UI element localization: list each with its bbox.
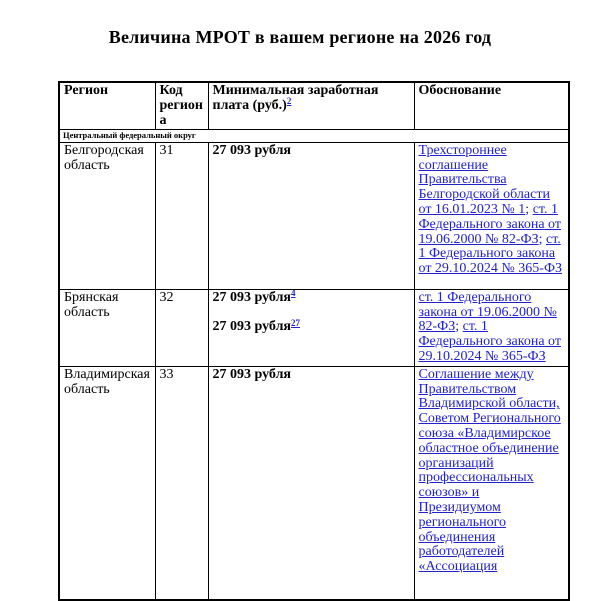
page-title: Величина МРОТ в вашем регионе на 2026 год bbox=[108, 27, 492, 47]
footnote-link-4[interactable]: 4 bbox=[291, 289, 296, 299]
wage-amount: 27 093 рубля bbox=[212, 319, 291, 335]
justification-link[interactable]: Соглашение между Правительством Владимирской области, Советом Регионального союза «Владимирское областное объединение организаций профессиональных союзов» и Президиумом регионального объединения работодателей «Ассоциация bbox=[418, 366, 561, 575]
table-header-row bbox=[59, 82, 569, 130]
footnote-marker-2 bbox=[287, 96, 292, 106]
justification-link[interactable]: Трехстороннее соглашение Правительства Белгородской области от 16.01.2023 № 1 bbox=[418, 142, 550, 218]
justification-link[interactable]: ст. 1 Федерального закона от 29.10.2024 № 365-ФЗ bbox=[418, 319, 561, 365]
justification-cell bbox=[414, 289, 569, 366]
col-header-min-wage bbox=[208, 82, 414, 130]
link-separator: ; bbox=[525, 202, 533, 218]
region-code-cell: 31 bbox=[155, 142, 208, 289]
wage-cell bbox=[208, 142, 414, 289]
mrot-table-container bbox=[58, 81, 570, 601]
wage-amount: 27 093 рубля bbox=[212, 142, 291, 158]
footnote-marker-27 bbox=[291, 318, 300, 328]
table-row bbox=[59, 289, 569, 366]
wage-value bbox=[213, 291, 410, 306]
region-code-cell: 33 bbox=[155, 366, 208, 600]
table-row bbox=[59, 366, 569, 600]
region-code-cell: 32 bbox=[155, 289, 208, 366]
region-cell: Брянская область bbox=[59, 289, 155, 366]
footnote-link-2[interactable]: 2 bbox=[286, 96, 292, 107]
justification-cell bbox=[414, 366, 569, 600]
region-cell: Владимирская область bbox=[59, 366, 155, 600]
col-header-justification: Обоснование bbox=[414, 82, 569, 130]
link-separator: ; bbox=[538, 231, 546, 247]
mrot-table bbox=[58, 81, 570, 601]
footnote-link-27[interactable]: 27 bbox=[291, 317, 300, 328]
footnote-marker-4 bbox=[291, 289, 296, 298]
section-header-label: Центральный федеральный округ bbox=[59, 130, 569, 143]
table-row bbox=[59, 142, 569, 289]
col-header-region-code: Код региона bbox=[155, 82, 208, 130]
col-header-region: Регион bbox=[59, 82, 155, 130]
wage-amount: 27 093 рубля bbox=[212, 366, 291, 382]
wage-cell bbox=[208, 289, 414, 366]
wage-value bbox=[213, 144, 410, 159]
justification-cell bbox=[414, 142, 569, 289]
region-cell: Белгородская область bbox=[59, 142, 155, 289]
justification-link[interactable]: ст. 1 Федерального закона от 19.06.2000 № 82-ФЗ bbox=[418, 289, 557, 335]
wage-cell bbox=[208, 366, 414, 600]
justification-link[interactable]: ст. 1 Федерального закона от 29.10.2024 № 365-ФЗ bbox=[418, 231, 563, 277]
wage-value bbox=[212, 317, 410, 335]
section-row-central-federal-district bbox=[59, 130, 569, 143]
wage-value bbox=[213, 368, 410, 383]
wage-amount: 27 093 рубля bbox=[212, 289, 291, 305]
min-wage-header-label: Минимальная заработная плата (руб.) bbox=[212, 83, 379, 113]
justification-link[interactable]: ст. 1 Федерального закона от 19.06.2000 № 82-ФЗ bbox=[418, 202, 561, 247]
link-separator: ; bbox=[455, 319, 463, 335]
